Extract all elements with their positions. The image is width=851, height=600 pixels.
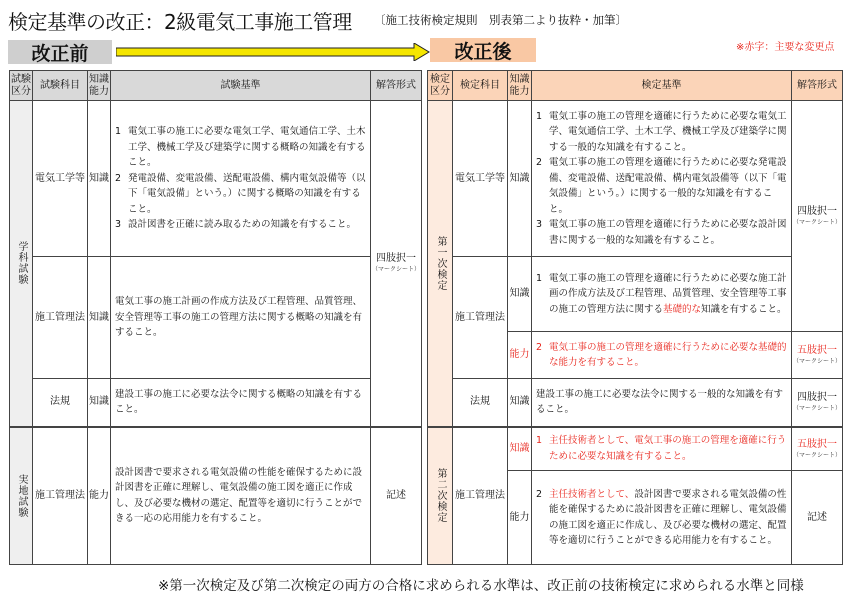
type-cell: 能力 [508, 332, 532, 379]
red-text-legend: ※赤字：主要な変更点 [736, 42, 835, 53]
header-knowledge: 知識 能力 [88, 71, 111, 101]
table-row [428, 101, 843, 257]
before-banner: 改正前 [8, 40, 112, 64]
answer-format-choice: 四肢択一 （マークシート） [792, 101, 843, 332]
subject-cell: 施工管理法 [453, 427, 508, 565]
table-row [10, 379, 422, 427]
category-second: 第二次検定 [435, 468, 446, 524]
type-cell: 知識 [508, 379, 532, 427]
type-cell: 知識 [88, 101, 111, 257]
after-table [427, 70, 843, 565]
answer-format-five-choice: 五肢択一 （マークシート） [792, 332, 843, 379]
type-cell: 能力 [88, 427, 111, 565]
source-note: 〔施工技術検定規則 別表第二より抜粋・加筆〕 [374, 13, 627, 27]
type-cell: 知識 [508, 101, 532, 257]
subject-cell: 電気工学等 [453, 101, 508, 257]
standard-cell: 電気工事の施工計画の作成方法及び工程管理、品質管理、安全管理等工事の施工の管理方法に関する概略の知識を有すること。 [111, 257, 371, 379]
header-answer: 解答形式 [371, 71, 422, 101]
type-cell: 知識 [88, 379, 111, 427]
category-practical: 実地試験 [16, 473, 27, 518]
header-answer: 解答形式 [792, 71, 843, 101]
subject-cell: 施工管理法 [33, 427, 88, 565]
after-banner: 改正後 [430, 38, 536, 62]
header-knowledge: 知識 能力 [508, 71, 532, 101]
answer-format-essay: 記述 [792, 471, 843, 565]
table-row [10, 257, 422, 379]
standard-cell: 設計図書で要求される電気設備の性能を確保するために設計図書を正確に理解し、電気設備の施工図を適正に作成し、及び必要な機材の選定、配置等を適切に行うことができる一応の応用能力を有すること。 [111, 427, 371, 565]
standard-cell: 建設工事の施工に必要な法令に関する概略の知識を有すること。 [111, 379, 371, 427]
answer-format-five-choice: 五肢択一 （マークシート） [792, 427, 843, 471]
table-row [428, 257, 843, 332]
standard-cell: 建設工事の施工に必要な法令に関する一般的な知識を有すること。 [532, 379, 792, 427]
subject-cell: 施工管理法 [453, 257, 508, 379]
subject-cell: 施工管理法 [33, 257, 88, 379]
type-cell: 知識 [88, 257, 111, 379]
right-arrow-icon [116, 43, 430, 61]
type-cell: 能力 [508, 471, 532, 565]
header-standard: 検定基準 [532, 71, 792, 101]
header-standard: 試験基準 [111, 71, 371, 101]
table-row [10, 101, 422, 257]
footnote: ※第一次検定及び第二次検定の両方の合格に求められる水準は、改正前の技術検定に求められる水準と同様 [158, 578, 804, 594]
table-row [428, 427, 843, 471]
subject-cell: 法規 [453, 379, 508, 427]
answer-format-choice: 四肢択一 （マークシート） [792, 379, 843, 427]
type-cell: 知識 [508, 427, 532, 471]
standard-cell: 2 電気工事の施工の管理を適確に行うために必要な基礎的な能力を有すること。 [532, 332, 792, 379]
standard-cell: 1 主任技術者として、電気工事の施工の管理を適確に行うために必要な知識を有すること。 [532, 427, 792, 471]
table-row [428, 379, 843, 427]
standard-cell: 2 主任技術者として、設計図書で要求される電気設備の性能を確保するために設計図書を正確に理解し、電気設備の施工図を適正に作成し、及び必要な機材の選定、配置等を適切に行うことができる応用能力を有すること。 [532, 471, 792, 565]
answer-format-practical: 記述 [371, 427, 422, 565]
standard-cell: 1 電気工事の施工に必要な電気工学、電気通信工学、土木工学、機械工学及び建築学に関する概略の知識を有すること。 2 発電設備、変電設備、送配電設備、構内電気設備等（以下「電気設備」という。）に関する概略の知識を有すること。 3 設計図書を正確に読み取るための知識を有すること。 [111, 101, 371, 257]
standard-cell: 1 電気工事の施工の管理を適確に行うために必要な施工計画の作成方法及び工程管理、品質管理、安全管理等工事の施工の管理方法に関する基礎的な知識を有すること。 [532, 257, 792, 332]
answer-format-written: 四肢択一 （マークシート） [371, 101, 422, 427]
before-table [9, 70, 422, 565]
table-row [10, 427, 422, 565]
header-category: 試験 区分 [10, 71, 33, 101]
header-subject: 試験科目 [33, 71, 88, 101]
subject-cell: 法規 [33, 379, 88, 427]
category-written: 学科試験 [16, 241, 27, 286]
page-title: 検定基準の改正：2級電気工事施工管理 [8, 10, 352, 34]
header-subject: 検定科目 [453, 71, 508, 101]
category-first: 第一次検定 [435, 235, 446, 291]
type-cell: 知識 [508, 257, 532, 332]
standard-cell: 1 電気工事の施工の管理を適確に行うために必要な電気工学、電気通信工学、土木工学、機械工学及び建築学に関する一般的な知識を有すること。 2 電気工事の施工の管理を適確に行うために必要な発電設備、変電設備、送配電設備、構内電気設備等（以下「電気設備」という。）に関する一般的な知識を有すること。 3 電気工事の施工の管理を適確に行うために必要な設計図書に関する一般的な知識を有すること。 [532, 101, 792, 257]
header-category: 検定 区分 [428, 71, 453, 101]
subject-cell: 電気工学等 [33, 101, 88, 257]
